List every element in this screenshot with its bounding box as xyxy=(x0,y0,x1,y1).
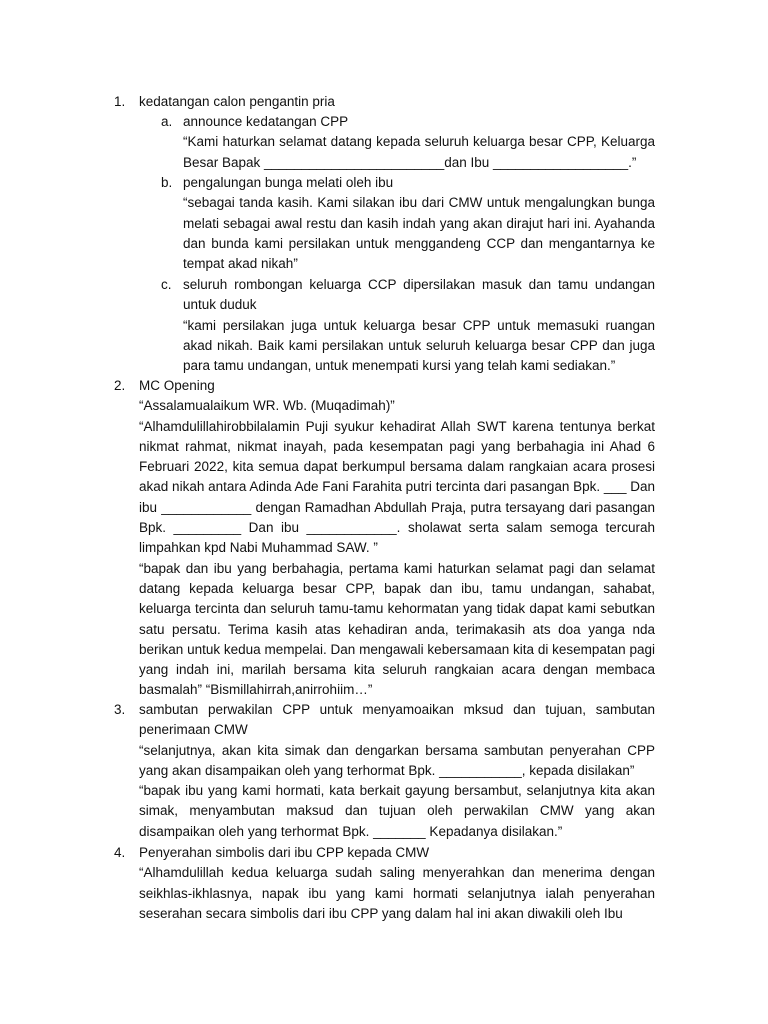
section-title: sambutan perwakilan CPP untuk menyamoaikan mksud dan tujuan, sambutan penerimaan CMW xyxy=(139,702,655,738)
subsection-title: pengalungan bunga melati oleh ibu xyxy=(183,175,394,190)
section-title: kedatangan calon pengantin pria xyxy=(139,94,335,109)
section-number: 4. xyxy=(114,845,126,860)
subsection-letter: a. xyxy=(161,114,173,129)
section-paragraph: “bapak ibu yang kami hormati, kata berkait gayung bersambut, selanjutnya kita akan simak, menyambutan maksud dan tujuan oleh perwakilan CMW yang akan disampaikan oleh yang terhormat Bpk. _______ Kepadanya disilakan.” xyxy=(139,783,655,839)
section-number: 3. xyxy=(114,702,126,717)
subsection-text: “kami persilakan juga untuk keluarga besar CPP untuk memasuki ruangan akad nikah. Baik kami persilakan untuk seluruh keluarga besar CPP dan juga para tamu undangan, untuk menempati kursi yang telah kami sediakan.” xyxy=(183,317,655,374)
section-number: 2. xyxy=(114,378,126,393)
subsection-letter: b. xyxy=(161,175,173,190)
subsection-title: seluruh rombongan keluarga CCP dipersilakan masuk dan tamu undangan untuk duduk xyxy=(183,277,655,313)
section-number: 1. xyxy=(114,94,126,109)
section-paragraph: “bapak dan ibu yang berbahagia, pertama kami haturkan selamat pagi dan selamat datang kepada keluarga besar CPP, bapak dan ibu, tamu undangan, sahabat, keluarga tercinta dan seluruh tamu-tamu kehormatan yang tidak dapat kami sebutkan satu persatu. Terima kasih atas kehadiran anda, terimakasih ats doa yanga nda berikan untuk kedua mempelai. Dan mengawali kebersamaan kita di kesempatan pagi yang indah ini, marilah bersama kita seluruh rangkaian acara dengan membaca basmalah” “Bismillahirrah,anirrohiim…” xyxy=(139,560,655,698)
section-paragraph: “selanjutnya, akan kita simak dan dengarkan bersama sambutan penyerahan CPP yang akan disampaikan oleh yang terhormat Bpk. ___________, kepada disilakan” xyxy=(139,742,655,778)
subsection-letter: c. xyxy=(161,277,172,292)
section-paragraph: “Assalamualaikum WR. Wb. (Muqadimah)” xyxy=(139,398,395,414)
subsection-text: “Kami haturkan selamat datang kepada seluruh keluarga besar CPP, Keluarga Besar Bapak ________________________dan Ibu __________________.” xyxy=(183,134,655,170)
subsection-title: announce kedatangan CPP xyxy=(183,114,349,129)
subsection-text: “sebagai tanda kasih. Kami silakan ibu dari CMW untuk mengalungkan bunga melati sebagai awal restu dan kasih indah yang akan dirajut hari ini. Ayahanda dan bunda kami persilakan untuk menggandeng CCP dan mengantarnya ke tempat akad nikah” xyxy=(183,195,655,272)
section-paragraph: “Alhamdulillah kedua keluarga sudah saling menyerahkan dan menerima dengan seikhlas-ikhlasnya, napak ibu yang kami hormati selanjutnya ialah penyerahan seserahan secara simbolis dari ibu CPP yang dalam hal ini akan diwakili oleh Ibu xyxy=(139,865,655,921)
section-title: Penyerahan simbolis dari ibu CPP kepada CMW xyxy=(139,845,430,860)
section-title: MC Opening xyxy=(139,378,215,393)
section-paragraph: “Alhamdulillahirobbilalamin Puji syukur kehadirat Allah SWT karena tentunya berkat nikmat rahmat, nikmat inayah, pada kesempatan pagi yang berbahagia ini Ahad 6 Februari 2022, kita semua dapat berkumpul bersama dalam rangkaian acara prosesi akad nikah antara Adinda Ade Fani Farahita putri tercinta dari pasangan Bpk. ___ Dan ibu ____________ dengan Ramadhan Abdullah Praja, putra tersayang dari pasangan Bpk. _________ Dan ibu ____________. sholawat serta salam semoga tercurah limpahkan kpd Nabi Muhammad SAW. ” xyxy=(139,418,655,556)
